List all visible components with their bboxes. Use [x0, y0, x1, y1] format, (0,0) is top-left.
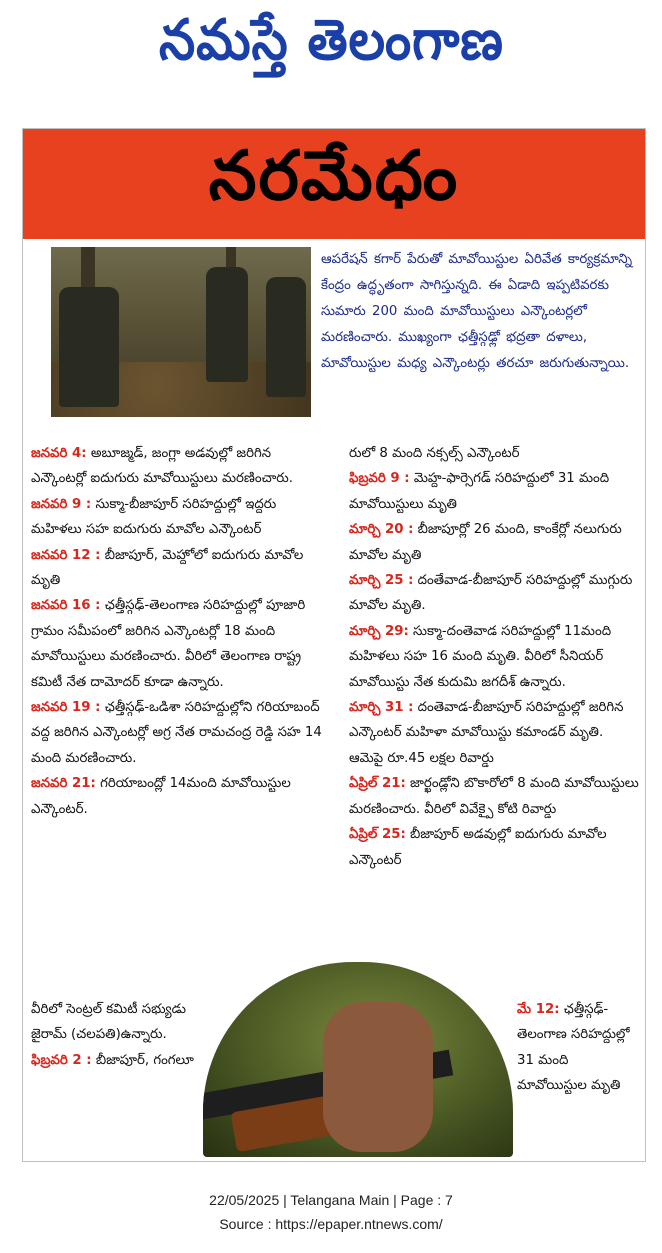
entry-date: ఫిబ్రవరి 9 : — [349, 471, 410, 487]
entry-text: జార్ఖండ్లోని బొకారోలో 8 మంది మావోయిస్టులు మరణించారు. వీరిలో వివేక్పై కోటి రివార్డు — [349, 776, 639, 817]
timeline-entry — [31, 593, 323, 695]
entry-date: మే 12: — [517, 1002, 560, 1017]
entry-date: ఫిబ్రవరి 2 : — [31, 1052, 92, 1068]
timeline-entry — [349, 822, 641, 873]
entry-text: మెహ్ద-ఫార్సెగడ్ సరిహద్దులో 31 మంది మావోయిస్టులు మృతి — [349, 471, 610, 512]
timeline-entry — [31, 771, 323, 822]
hand-figure — [323, 1002, 433, 1152]
headline-banner — [23, 129, 645, 239]
footer — [0, 1188, 662, 1236]
newspaper-logo: నమస్తే తెలంగాణ — [158, 8, 504, 73]
rifle-photo — [203, 962, 513, 1157]
entry-date: మార్చి 25 : — [349, 573, 414, 589]
timeline-entry — [349, 771, 641, 822]
soldiers-photo — [51, 247, 311, 417]
timeline-entry — [349, 441, 641, 466]
entry-text: ఛత్తీస్గఢ్-ఒడిశా సరిహద్దుల్లోని గరియాబంద్ వద్ద జరిగిన ఎన్కౌంటర్లో అగ్ర నేత రామచంద్ర రెడ్డి సహ 14 మంది మరణించారు. — [31, 700, 322, 766]
entry-text: దంతెవాడ-బీజాపూర్ సరిహద్దుల్లో జరిగిన ఎన్కౌంటర్ మహిళా మావోయిస్టు కమాండర్ మృతి. ఆమెపై రూ.45 లక్షల రివార్డు — [349, 700, 624, 766]
entry-date: జనవరి 12 : — [31, 547, 101, 563]
left-column — [31, 441, 323, 822]
timeline-entry — [349, 695, 641, 771]
intro-paragraph: ఆపరేషన్ కగార్ పేరుతో మావోయిస్టుల ఏరివేత కార్యక్రమాన్ని కేంద్రం ఉద్ధృతంగా సాగిస్తున్నది. ఈ ఏడాది ఇప్పటివరకు సుమారు 200 మంది మావోయిస్టులు ఎన్కౌంటర్లలో మరణించారు. ముఖ్యంగా ఛత్తీస్గఢ్లో భద్రతా దళాలు, మావోయిస్టుల మధ్య ఎన్కౌంటర్లు తరచూ జరుగుతున్నాయి. — [321, 252, 633, 371]
entry-text: ఛత్తీస్గఢ్-తెలంగాణ సరిహద్దుల్లో పూజారి గ్రామం సమీపంలో జరిగిన ఎన్కౌంటర్లో 18 మంది మావోయిస్టులు మరణించారు. వీరిలో తెలంగాణ రాష్ట్ర కమిటీ నేత దామోదర్ కూడా ఉన్నారు. — [31, 598, 306, 690]
entry-text: ఛత్తీస్గఢ్-తెలంగాణ సరిహద్దుల్లో 31 మంది మావోయిస్టుల మృతి — [517, 1002, 630, 1094]
entry-date: జనవరి 16 : — [31, 598, 101, 614]
right-column — [349, 441, 641, 873]
entry-date: ఏప్రిల్ 25: — [349, 827, 406, 843]
footer-source: Source : https://epaper.ntnews.com/ — [219, 1216, 443, 1232]
timeline-entry — [517, 997, 637, 1099]
timeline-entry — [31, 543, 323, 594]
article-frame — [22, 128, 646, 1162]
timeline-entry — [349, 619, 641, 695]
footer-date-page: 22/05/2025 | Telangana Main | Page : 7 — [209, 1192, 453, 1208]
timeline-entry — [349, 517, 641, 568]
entry-date: మార్చి 31 : — [349, 700, 414, 716]
right-tail — [517, 997, 637, 1099]
left-tail — [31, 997, 201, 1073]
entry-date: మార్చి 29: — [349, 623, 409, 639]
entry-date: మార్చి 20 : — [349, 522, 414, 538]
soldier-figure — [206, 267, 248, 382]
entry-text: బీజాపూర్లో 26 మంది, కాంకేర్లో నలుగురు మావోల మృతి — [349, 522, 622, 563]
timeline-entry — [31, 492, 323, 543]
entry-text: సుక్మా-బీజాపూర్ సరిహద్దుల్లో ఇద్దరు మహిళలు సహ ఐదుగురు మావోల ఎన్కౌంటర్ — [31, 496, 277, 538]
entry-text: సుక్మా-దంతెవాడ సరిహద్దుల్లో 11మంది మహిళలు సహ 16 మంది మృతి. వీరిలో సీనియర్ మావోయిస్టు నేత కుదుమి జగదీశ్ ఉన్నారు. — [349, 623, 612, 690]
entry-text: అబూజ్మడ్, జంగ్లా అడవుల్లో జరిగిన ఎన్కౌంటర్లో ఐదుగురు మావోయిస్టులు మరణించారు. — [31, 446, 294, 487]
entry-text: బీజాపూర్, గంగలూ — [91, 1052, 194, 1068]
entry-date: ఏప్రిల్ 21: — [349, 776, 406, 792]
entry-text: బీజాపూర్ అడవుల్లో ఐదుగురు మావోల ఎన్కౌంటర్ — [349, 827, 607, 868]
entry-date: జనవరి 4: — [31, 446, 87, 461]
entry-text: రులో 8 మంది నక్సల్స్ ఎన్కౌంటర్ — [349, 446, 520, 461]
timeline-entry — [31, 441, 323, 492]
soldier-figure — [266, 277, 306, 397]
entry-date: జనవరి 21: — [31, 776, 96, 792]
entry-text: గరియాబంద్లో 14మంది మావోయిస్టుల ఎన్కౌంటర్. — [31, 776, 291, 817]
entry-date: జనవరి 19 : — [31, 700, 101, 716]
timeline-entry — [349, 568, 641, 619]
soldier-figure — [59, 287, 119, 407]
masthead — [0, 0, 662, 100]
entry-text: వీరిలో సెంట్రల్ కమిటీ సభ్యుడు జైరామ్ (చలపతి)ఉన్నారు. — [31, 1002, 187, 1043]
timeline-entry — [31, 1048, 201, 1073]
headline: నరమేధం — [208, 136, 460, 216]
entry-text: దంతేవాడ-బీజాపూర్ సరిహద్దుల్లో ముగ్గురు మావోల మృతి. — [349, 573, 633, 614]
timeline-entry — [349, 466, 641, 517]
entry-date: జనవరి 9 : — [31, 496, 92, 512]
timeline-entry — [31, 695, 323, 771]
entry-text: బీజాపూర్, మెహ్దోలో ఐదుగురు మావోల మృతి — [31, 547, 304, 589]
